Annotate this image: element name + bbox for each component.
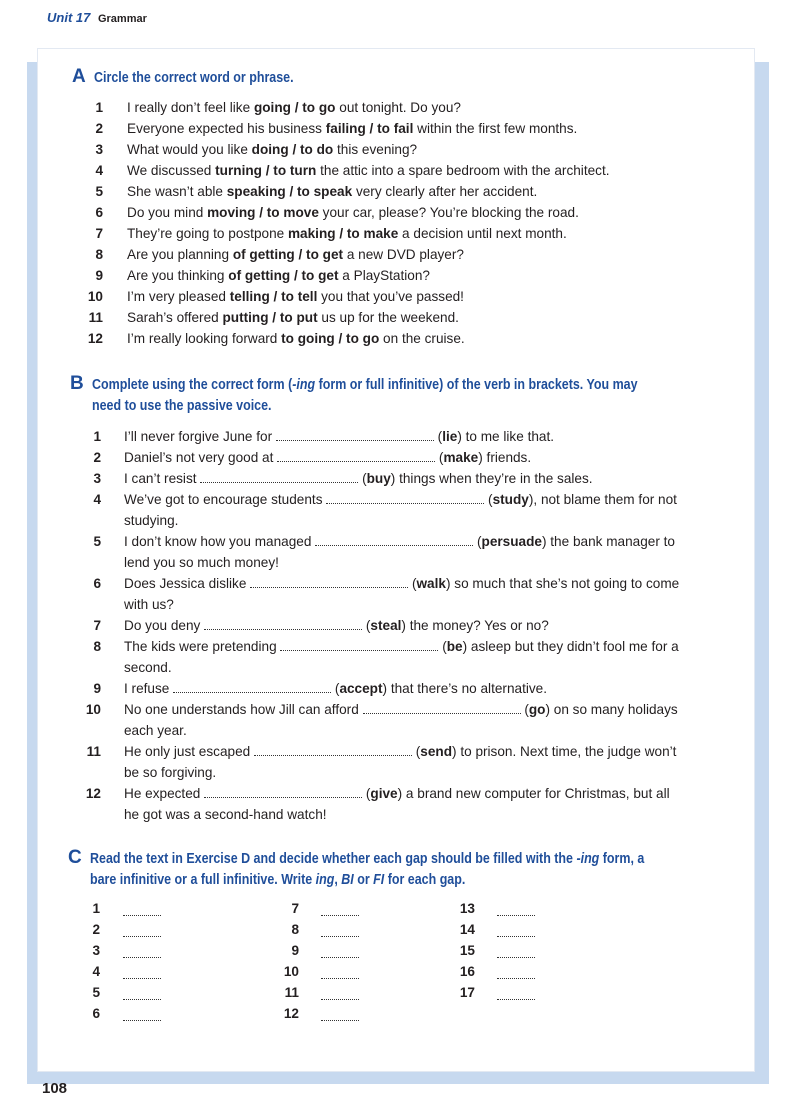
answer-gap[interactable] — [277, 451, 435, 462]
sentence-start: I really don’t feel like — [127, 100, 254, 115]
verb-in-brackets: walk — [416, 576, 446, 591]
verb-in-brackets: be — [446, 639, 463, 654]
item-number: 3 — [95, 142, 103, 157]
answer-gap[interactable] — [123, 989, 161, 1000]
item-number: 1 — [93, 429, 101, 444]
answer-gap[interactable] — [123, 968, 161, 979]
sentence-start: Do you deny — [124, 618, 205, 633]
item-number: 8 — [95, 247, 103, 262]
verb-in-brackets: steal — [370, 618, 402, 633]
item-sentence — [124, 699, 678, 720]
gap-number: 2 — [92, 922, 100, 937]
answer-gap[interactable] — [497, 926, 535, 937]
answer-gap[interactable] — [204, 619, 362, 630]
gap-number: 14 — [459, 922, 475, 937]
item-number: 9 — [93, 681, 101, 696]
sentence-end: very clearly after her accident. — [352, 184, 538, 199]
sentence-start: What would you like — [127, 142, 252, 157]
answer-gap[interactable] — [321, 905, 359, 916]
bracket-open: ( — [362, 786, 371, 801]
sentence-end: you that you’ve passed! — [317, 289, 464, 304]
sentence-end: ) to me like that. — [457, 429, 555, 444]
answer-options[interactable]: of getting / to get — [232, 247, 344, 262]
verb-in-brackets: make — [443, 450, 479, 465]
item-number: 10 — [85, 702, 101, 717]
item-sentence — [124, 447, 531, 468]
sentence-end: out tonight. Do you? — [335, 100, 461, 115]
item-sentence — [127, 139, 417, 160]
answer-gap[interactable] — [363, 703, 521, 714]
item-number: 11 — [86, 744, 101, 759]
answer-gap[interactable] — [321, 947, 359, 958]
answer-gap[interactable] — [123, 905, 161, 916]
gap-number: 3 — [92, 943, 100, 958]
answer-gap[interactable] — [321, 1010, 359, 1021]
bracket-open: ( — [473, 534, 482, 549]
sentence-end: a PlayStation? — [338, 268, 430, 283]
verb-in-brackets: give — [370, 786, 398, 801]
item-sentence — [127, 328, 465, 349]
item-number: 2 — [93, 450, 101, 465]
answer-options[interactable]: moving / to move — [207, 205, 319, 220]
sentence-end: on the cruise. — [379, 331, 465, 346]
sentence-start: I’m really looking forward — [127, 331, 282, 346]
item-sentence — [124, 783, 670, 804]
sentence-start: Sarah’s offered — [127, 310, 223, 325]
sentence-start: Are you planning — [127, 247, 233, 262]
verb-in-brackets: go — [528, 702, 546, 717]
sentence-start: Do you mind — [127, 205, 208, 220]
sentence-start: He expected — [124, 786, 205, 801]
item-number: 12 — [85, 786, 101, 801]
bracket-open: ( — [433, 429, 443, 444]
answer-options[interactable]: telling / to tell — [229, 289, 318, 304]
exercise-sheet — [38, 49, 754, 1071]
sentence-continuation: be so forgiving. — [124, 765, 217, 780]
item-number: 5 — [93, 534, 101, 549]
item-sentence — [124, 615, 549, 636]
answer-gap[interactable] — [321, 968, 359, 979]
bracket-open: ( — [438, 639, 447, 654]
answer-gap[interactable] — [204, 787, 362, 798]
bracket-open: ( — [520, 702, 529, 717]
bracket-open: ( — [408, 576, 417, 591]
answer-gap[interactable] — [250, 577, 408, 588]
section-b-heading — [70, 375, 726, 417]
item-number: 7 — [95, 226, 103, 241]
unit-label: Unit 17 — [47, 10, 91, 25]
sentence-end: ) the money? Yes or no? — [401, 618, 549, 633]
sentence-end: ) asleep but they didn’t fool me for a — [462, 639, 679, 654]
sentence-end: ) things when they’re in the sales. — [390, 471, 593, 486]
sentence-start: The kids were pretending — [124, 639, 281, 654]
sentence-start: We discussed — [127, 163, 216, 178]
item-sentence — [127, 286, 464, 307]
item-number: 1 — [95, 100, 103, 115]
answer-options[interactable]: speaking / to speak — [226, 184, 353, 199]
gap-number: 4 — [92, 964, 100, 979]
gap-number: 15 — [459, 943, 475, 958]
section-b-letter: B — [70, 373, 84, 394]
sentence-end: ) to prison. Next time, the judge won’t — [452, 744, 677, 759]
sentence-end: ) friends. — [478, 450, 532, 465]
answer-gap[interactable] — [321, 926, 359, 937]
verb-in-brackets: buy — [366, 471, 391, 486]
sentence-start: I don’t know how you managed — [124, 534, 316, 549]
item-sentence — [124, 489, 677, 510]
gap-number: 6 — [92, 1006, 100, 1021]
item-sentence — [127, 160, 610, 181]
item-sentence — [124, 468, 593, 489]
sentence-start: We’ve got to encourage students — [124, 492, 327, 507]
answer-gap[interactable] — [276, 430, 434, 441]
answer-options[interactable]: of getting / to get — [228, 268, 339, 283]
sentence-start: I can’t resist — [124, 471, 201, 486]
section-label: Grammar — [97, 13, 147, 25]
gap-number: 12 — [283, 1006, 299, 1021]
answer-gap[interactable] — [123, 947, 161, 958]
item-number: 6 — [93, 576, 101, 591]
sentence-start: I’m very pleased — [127, 289, 230, 304]
sentence-start: They’re going to postpone — [127, 226, 288, 241]
answer-options[interactable]: making / to make — [287, 226, 399, 241]
sentence-end: your car, please? You’re blocking the road. — [318, 205, 579, 220]
item-number: 10 — [87, 289, 103, 304]
answer-gap[interactable] — [173, 682, 331, 693]
item-sentence — [127, 181, 537, 202]
bracket-open: ( — [362, 618, 371, 633]
sentence-end: ), not blame them for not — [528, 492, 677, 507]
answer-gap[interactable] — [497, 989, 535, 1000]
item-number: 11 — [88, 310, 103, 325]
section-a-letter: A — [72, 66, 86, 87]
sentence-start: She wasn’t able — [127, 184, 227, 199]
gap-number: 16 — [459, 964, 475, 979]
answer-gap[interactable] — [315, 535, 473, 546]
sentence-end: within the first few months. — [413, 121, 578, 136]
sentence-continuation: lend you so much money! — [124, 555, 279, 570]
gap-number: 11 — [284, 985, 299, 1000]
item-sentence — [127, 202, 579, 223]
gap-number: 9 — [291, 943, 299, 958]
answer-options[interactable]: doing / to do — [251, 142, 334, 157]
bracket-open: ( — [411, 744, 421, 759]
verb-in-brackets: persuade — [481, 534, 542, 549]
gap-number: 5 — [92, 985, 100, 1000]
section-a-heading — [72, 68, 326, 89]
sentence-end: ) on so many holidays — [545, 702, 678, 717]
item-sentence — [127, 307, 459, 328]
item-sentence — [124, 531, 675, 552]
item-number: 9 — [95, 268, 103, 283]
answer-gap[interactable] — [326, 493, 484, 504]
item-number: 12 — [87, 331, 103, 346]
sentence-end: ) that there’s no alternative. — [382, 681, 547, 696]
verb-in-brackets: accept — [339, 681, 383, 696]
sentence-start: No one understands how Jill can afford — [124, 702, 363, 717]
gap-number: 1 — [92, 901, 100, 916]
item-sentence — [124, 636, 679, 657]
answer-options[interactable]: turning / to turn — [215, 163, 317, 178]
item-sentence — [127, 97, 461, 118]
bracket-open: ( — [358, 471, 367, 486]
gap-number: 8 — [291, 922, 299, 937]
item-sentence — [127, 118, 577, 139]
item-number: 4 — [93, 492, 101, 507]
answer-options[interactable]: putting / to put — [222, 310, 318, 325]
sentence-end: this evening? — [333, 142, 418, 157]
gap-number: 13 — [459, 901, 475, 916]
answer-gap[interactable] — [497, 947, 535, 958]
sentence-end: ) the bank manager to — [541, 534, 675, 549]
item-sentence — [127, 265, 430, 286]
answer-gap[interactable] — [321, 989, 359, 1000]
section-c-heading — [68, 849, 735, 891]
answer-gap[interactable] — [254, 745, 412, 756]
sentence-end: ) so much that she’s not going to come — [445, 576, 680, 591]
item-number: 3 — [93, 471, 101, 486]
section-c-instruction: Read the text in Exercise D and decide whether each gap should be filled with the -ing form, a bare infinitive or a full infinitive. Write ing, BI or FI for each gap. — [90, 851, 645, 888]
sentence-start: Does Jessica dislike — [124, 576, 251, 591]
answer-options[interactable]: failing / to fail — [325, 121, 414, 136]
verb-in-brackets: send — [420, 744, 453, 759]
item-sentence — [124, 573, 679, 594]
answer-gap[interactable] — [123, 926, 161, 937]
sentence-end: a decision until next month. — [398, 226, 567, 241]
item-sentence — [124, 741, 676, 762]
answer-options[interactable]: to going / to go — [281, 331, 380, 346]
sentence-end: a new DVD player? — [343, 247, 464, 262]
section-a-instruction: Circle the correct word or phrase. — [94, 70, 294, 86]
answer-gap[interactable] — [280, 640, 438, 651]
answer-gap[interactable] — [123, 1010, 161, 1021]
bracket-open: ( — [435, 450, 444, 465]
item-number: 8 — [93, 639, 101, 654]
page-number: 108 — [42, 1080, 68, 1097]
sentence-start: Are you thinking — [127, 268, 229, 283]
sentence-end: us up for the weekend. — [317, 310, 459, 325]
gap-number: 17 — [459, 985, 475, 1000]
sentence-continuation: each year. — [124, 723, 187, 738]
item-sentence — [124, 678, 547, 699]
sentence-start: Daniel’s not very good at — [124, 450, 278, 465]
item-sentence — [127, 244, 464, 265]
bracket-open: ( — [331, 681, 340, 696]
sentence-continuation: studying. — [124, 513, 179, 528]
gap-number: 7 — [291, 901, 299, 916]
sentence-continuation: he got was a second-hand watch! — [124, 807, 327, 822]
item-number: 5 — [95, 184, 103, 199]
answer-options[interactable]: going / to go — [253, 100, 336, 115]
section-c-letter: C — [68, 847, 82, 868]
section-b-instruction: Complete using the correct form (-ing form or full infinitive) of the verb in brackets. You may need to use the passive voice. — [92, 377, 638, 414]
answer-gap[interactable] — [497, 968, 535, 979]
item-number: 6 — [95, 205, 103, 220]
sentence-end: the attic into a spare bedroom with the architect. — [316, 163, 610, 178]
answer-gap[interactable] — [497, 905, 535, 916]
verb-in-brackets: lie — [442, 429, 458, 444]
item-number: 4 — [95, 163, 103, 178]
sentence-start: Everyone expected his business — [127, 121, 326, 136]
answer-gap[interactable] — [200, 472, 358, 483]
item-number: 2 — [95, 121, 103, 136]
sentence-end: ) a brand new computer for Christmas, but all — [397, 786, 670, 801]
bracket-open: ( — [484, 492, 493, 507]
sentence-start: I’ll never forgive June for — [124, 429, 276, 444]
item-sentence — [127, 223, 567, 244]
sentence-continuation: second. — [124, 660, 172, 675]
item-sentence — [124, 426, 554, 447]
sentence-start: He only just escaped — [124, 744, 254, 759]
verb-in-brackets: study — [492, 492, 529, 507]
gap-number: 10 — [283, 964, 299, 979]
page-header — [47, 10, 147, 25]
sentence-continuation: with us? — [124, 597, 174, 612]
item-number: 7 — [93, 618, 101, 633]
sentence-start: I refuse — [124, 681, 174, 696]
